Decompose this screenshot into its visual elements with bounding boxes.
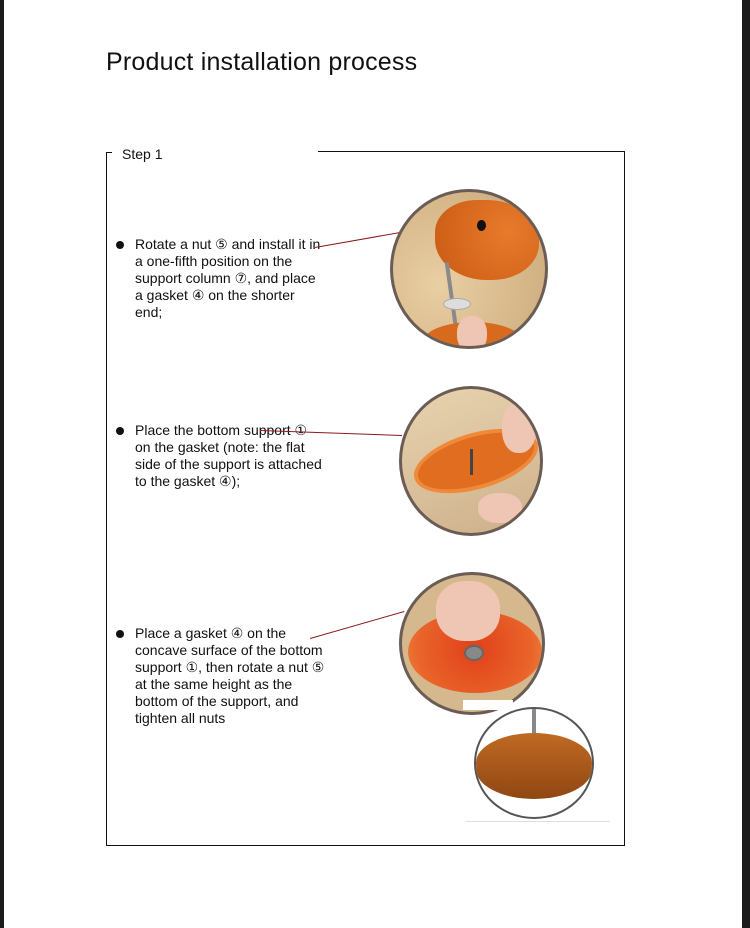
assembled-base-photo bbox=[474, 707, 594, 819]
shadow-line bbox=[466, 821, 610, 822]
instruction-item bbox=[116, 236, 325, 321]
bullet-icon bbox=[116, 630, 124, 638]
hand bbox=[436, 581, 500, 641]
instruction-text: Place a gasket ④ on the concave surface of the bottom support ①, then rotate a nut ⑤ at the same height as the bottom of the support, and tighten all nuts bbox=[135, 625, 325, 726]
step-label: Step 1 bbox=[122, 146, 163, 162]
assembled-base bbox=[476, 733, 592, 799]
hand bbox=[502, 403, 536, 453]
instruction-text: Rotate a nut ⑤ and install it in a one-fifth position on the support column ⑦, and place a gasket ④ on the shorter end; bbox=[135, 236, 321, 320]
frame-border-left bbox=[106, 152, 107, 846]
nut-on-support-column-photo bbox=[390, 189, 548, 349]
frame-border-right bbox=[624, 151, 625, 846]
document-page bbox=[4, 0, 742, 928]
frame-border-bottom bbox=[106, 845, 625, 846]
instruction-text: Place the bottom support ① on the gasket (note: the flat side of the support is attached to the gasket ④); bbox=[135, 422, 322, 489]
bullet-icon bbox=[116, 427, 124, 435]
frame-border-top-left bbox=[106, 152, 112, 153]
nut bbox=[464, 645, 484, 661]
hand bbox=[478, 493, 522, 523]
instruction-item bbox=[116, 625, 325, 727]
tighten-nuts-photo bbox=[399, 572, 545, 715]
hand bbox=[457, 316, 487, 349]
support-pot bbox=[435, 200, 539, 280]
pot-hole bbox=[477, 220, 486, 231]
frame-border-top bbox=[318, 151, 625, 152]
image-mask bbox=[463, 700, 513, 710]
page-title: Product installation process bbox=[106, 48, 418, 76]
gasket bbox=[443, 298, 471, 310]
support-column bbox=[470, 449, 473, 475]
bullet-icon bbox=[116, 241, 124, 249]
bottom-support-on-gasket-photo bbox=[399, 386, 543, 536]
